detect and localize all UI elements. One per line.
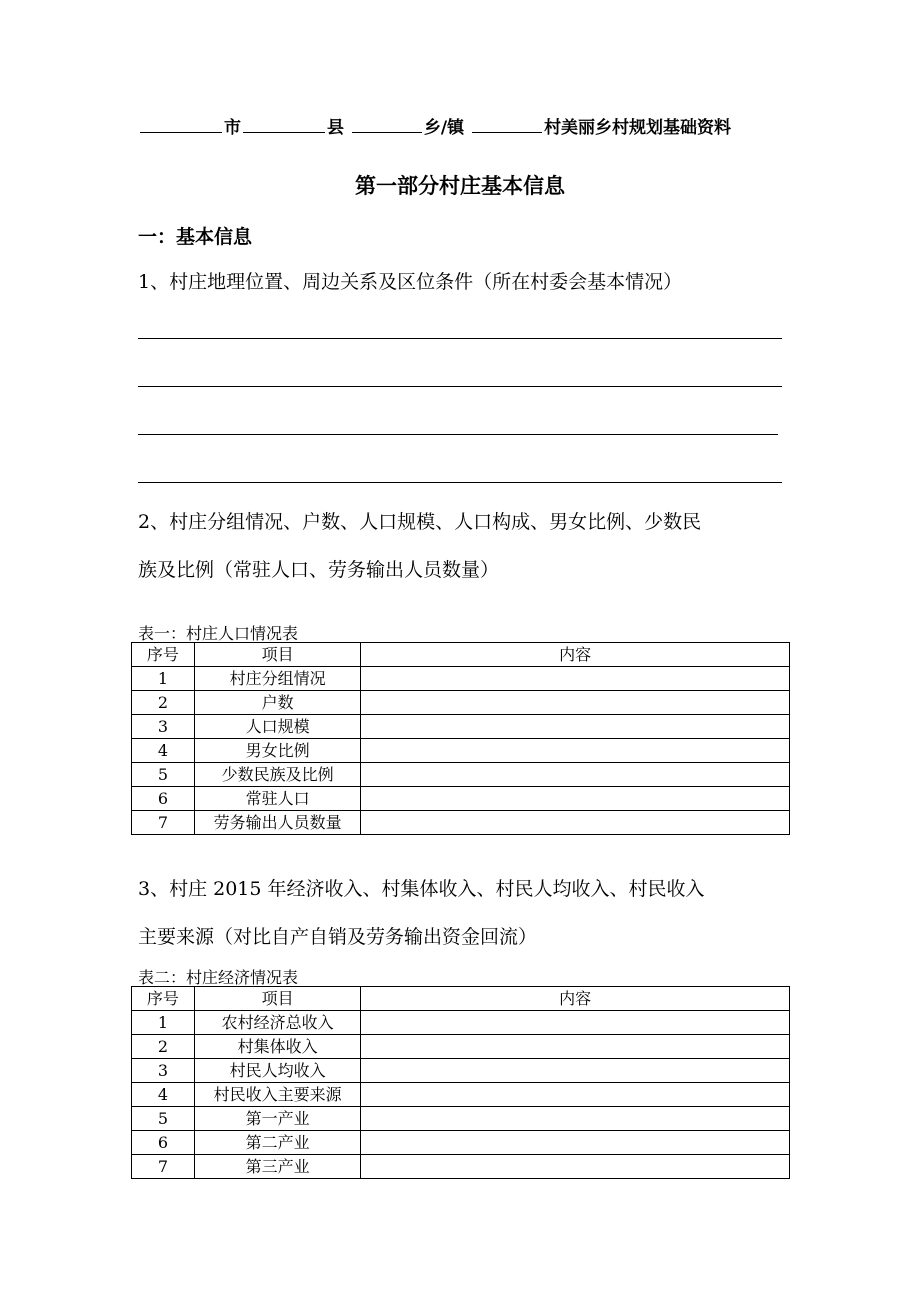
- city-blank[interactable]: [140, 118, 222, 133]
- table-row: [132, 1059, 790, 1083]
- row-no: 5: [132, 763, 195, 787]
- table-row: [132, 715, 790, 739]
- row-item: 男女比例: [194, 739, 361, 763]
- table-row: [132, 1083, 790, 1107]
- header-content: 内容: [361, 643, 790, 667]
- row-content[interactable]: [361, 667, 790, 691]
- row-content[interactable]: [361, 739, 790, 763]
- row-content[interactable]: [361, 1011, 790, 1035]
- row-content[interactable]: [361, 1059, 790, 1083]
- row-no: 1: [132, 1011, 195, 1035]
- row-content[interactable]: [361, 1035, 790, 1059]
- question-2-line-2: 族及比例（常驻人口、劳务输出人员数量）: [138, 559, 500, 581]
- row-no: 1: [132, 667, 195, 691]
- question-2-line-1: 2、村庄分组情况、户数、人口规模、人口构成、男女比例、少数民: [138, 511, 702, 533]
- row-item: 村庄分组情况: [194, 667, 361, 691]
- header-item: 项目: [194, 987, 361, 1011]
- table-header-row: [132, 987, 790, 1011]
- row-no: 4: [132, 1083, 195, 1107]
- page-title: 第一部分村庄基本信息: [355, 174, 565, 198]
- table-row: [132, 1107, 790, 1131]
- economy-table: [131, 986, 790, 1179]
- row-content[interactable]: [361, 1083, 790, 1107]
- row-content[interactable]: [361, 811, 790, 835]
- row-item: 劳务输出人员数量: [194, 811, 361, 835]
- city-suffix: 市: [224, 118, 241, 138]
- population-table: [131, 642, 790, 835]
- row-item: 村集体收入: [194, 1035, 361, 1059]
- village-blank[interactable]: [472, 118, 542, 133]
- row-item: 人口规模: [194, 715, 361, 739]
- row-no: 3: [132, 715, 195, 739]
- table-row: [132, 1011, 790, 1035]
- row-item: 村民人均收入: [194, 1059, 361, 1083]
- row-no: 7: [132, 1155, 195, 1179]
- row-content[interactable]: [361, 1107, 790, 1131]
- row-no: 3: [132, 1059, 195, 1083]
- row-no: 5: [132, 1107, 195, 1131]
- row-content[interactable]: [361, 763, 790, 787]
- row-content[interactable]: [361, 787, 790, 811]
- row-item: 第三产业: [194, 1155, 361, 1179]
- row-content[interactable]: [361, 1155, 790, 1179]
- table-2-caption: 表二：村庄经济情况表: [138, 968, 299, 987]
- row-no: 2: [132, 691, 195, 715]
- row-item: 第一产业: [194, 1107, 361, 1131]
- header-content: 内容: [361, 987, 790, 1011]
- section-heading: 一：基本信息: [138, 226, 253, 248]
- row-item: 户数: [194, 691, 361, 715]
- table-row: [132, 667, 790, 691]
- table-row: [132, 691, 790, 715]
- table-1-caption: 表一：村庄人口情况表: [138, 624, 299, 643]
- town-suffix: 乡/镇: [423, 118, 465, 138]
- row-no: 6: [132, 787, 195, 811]
- village-suffix: 村美丽乡村规划基础资料: [544, 118, 732, 138]
- table-row: [132, 739, 790, 763]
- row-item: 少数民族及比例: [194, 763, 361, 787]
- header-item: 项目: [194, 643, 361, 667]
- row-content[interactable]: [361, 715, 790, 739]
- row-item: 村民收入主要来源: [194, 1083, 361, 1107]
- county-blank[interactable]: [243, 118, 325, 133]
- question-1: 1、村庄地理位置、周边关系及区位条件（所在村委会基本情况）: [138, 271, 683, 293]
- table-row: [132, 1155, 790, 1179]
- row-item: 第二产业: [194, 1131, 361, 1155]
- question-3-line-1: 3、村庄 2015 年经济收入、村集体收入、村民人均收入、村民收入: [138, 878, 705, 900]
- row-item: 农村经济总收入: [194, 1011, 361, 1035]
- answer-line-1[interactable]: [138, 338, 782, 339]
- row-no: 4: [132, 739, 195, 763]
- table-row: [132, 1035, 790, 1059]
- document-header: [138, 113, 731, 138]
- table-row: [132, 811, 790, 835]
- row-no: 7: [132, 811, 195, 835]
- question-3-line-2: 主要来源（对比自产自销及劳务输出资金回流）: [138, 926, 538, 948]
- row-item: 常驻人口: [194, 787, 361, 811]
- table-row: [132, 1131, 790, 1155]
- answer-line-3[interactable]: [138, 434, 778, 435]
- answer-line-4[interactable]: [138, 482, 782, 483]
- table-header-row: [132, 643, 790, 667]
- row-no: 2: [132, 1035, 195, 1059]
- row-content[interactable]: [361, 1131, 790, 1155]
- header-no: 序号: [132, 643, 195, 667]
- header-no: 序号: [132, 987, 195, 1011]
- row-no: 6: [132, 1131, 195, 1155]
- answer-line-2[interactable]: [138, 386, 782, 387]
- town-blank[interactable]: [352, 118, 422, 133]
- county-suffix: 县: [327, 118, 344, 138]
- table-row: [132, 787, 790, 811]
- table-row: [132, 763, 790, 787]
- row-content[interactable]: [361, 691, 790, 715]
